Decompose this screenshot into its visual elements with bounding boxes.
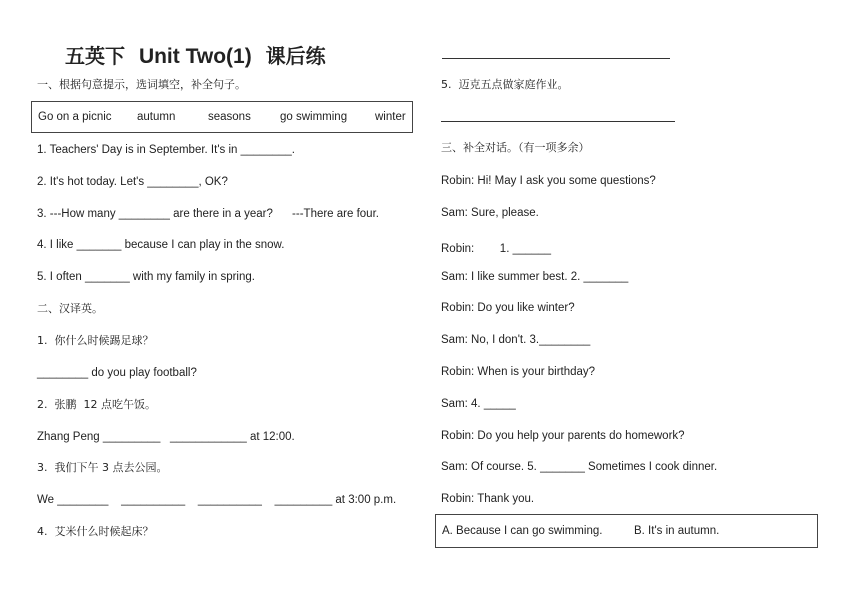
section2-item: We ________ __________ __________ _________ at 3:00 p.m. (37, 494, 397, 506)
word-bank-box (31, 101, 413, 133)
section1-item: 1. Teachers' Day is in September. It's in ________. (37, 144, 295, 156)
section2-item: 1. 你什么时候踢足球？ (37, 334, 154, 347)
section2-item: 3. 我们下午 3 点去公园。 (37, 461, 168, 474)
word-bank-item: winter (375, 111, 406, 123)
section2-item: Zhang Peng _________ ____________ at 12:00. (37, 431, 295, 443)
title-cn-prefix: 五英下 (65, 44, 125, 68)
section1-heading: 一、根据句意提示，选词填空，补全句子。 (37, 78, 246, 91)
dialogue-line: Sam: Sure, please. (441, 207, 539, 219)
section1-item: 5. I often _______ with my family in spring. (37, 271, 255, 283)
word-bank-item: seasons (208, 111, 251, 123)
answer-line (441, 121, 675, 122)
section1-item: 4. I like _______ because I can play in the snow. (37, 239, 285, 251)
dialogue-line: Sam: I like summer best. 2. _______ (441, 271, 629, 283)
dialogue-line: Sam: 4. _____ (441, 398, 516, 410)
title-unit: Unit Two(1) (138, 45, 252, 68)
option-b: B. It's in autumn. (634, 525, 720, 537)
dialogue-line: Robin: Thank you. (441, 493, 535, 505)
section3-heading: 三、补全对话。（有一项多余） (441, 141, 590, 154)
dialogue-line: Robin: When is your birthday? (441, 366, 596, 378)
dialogue-line: Sam: Of course. 5. _______ Sometimes I cook dinner. (441, 461, 718, 473)
dialogue-line: Robin: Do you like winter? (441, 302, 575, 314)
dialogue-line: Robin: Hi! May I ask you some questions? (441, 175, 656, 187)
answer-line-top (442, 58, 670, 59)
options-box (435, 514, 818, 548)
section2-item: ________ do you play football? (37, 367, 197, 379)
section1-item: 2. It's hot today. Let's ________, OK? (37, 176, 228, 188)
word-bank-item: autumn (137, 111, 176, 123)
section2-item: 4. 艾米什么时候起床？ (37, 525, 154, 538)
dialogue-line: Sam: No, I don't. 3.________ (441, 334, 591, 346)
translation-item-5: 5. 迈克五点做家庭作业。 (441, 78, 569, 91)
section2-item: 2. 张鹏 12 点吃午饭。 (37, 398, 156, 411)
section1-item: 3. ---How many ________ are there in a year? ---There are four. (37, 208, 379, 220)
dialogue-line: Robin: 1. ______ (441, 243, 551, 255)
word-bank-item: go swimming (280, 111, 348, 123)
dialogue-line: Robin: Do you help your parents do homework? (441, 430, 685, 442)
section2-heading: 二、汉译英。 (37, 302, 103, 315)
word-bank-item: Go on a picnic (38, 111, 112, 123)
title-cn-suffix: 课后练 (265, 44, 326, 68)
option-a: A. Because I can go swimming. (442, 525, 603, 537)
page-title (65, 40, 326, 69)
